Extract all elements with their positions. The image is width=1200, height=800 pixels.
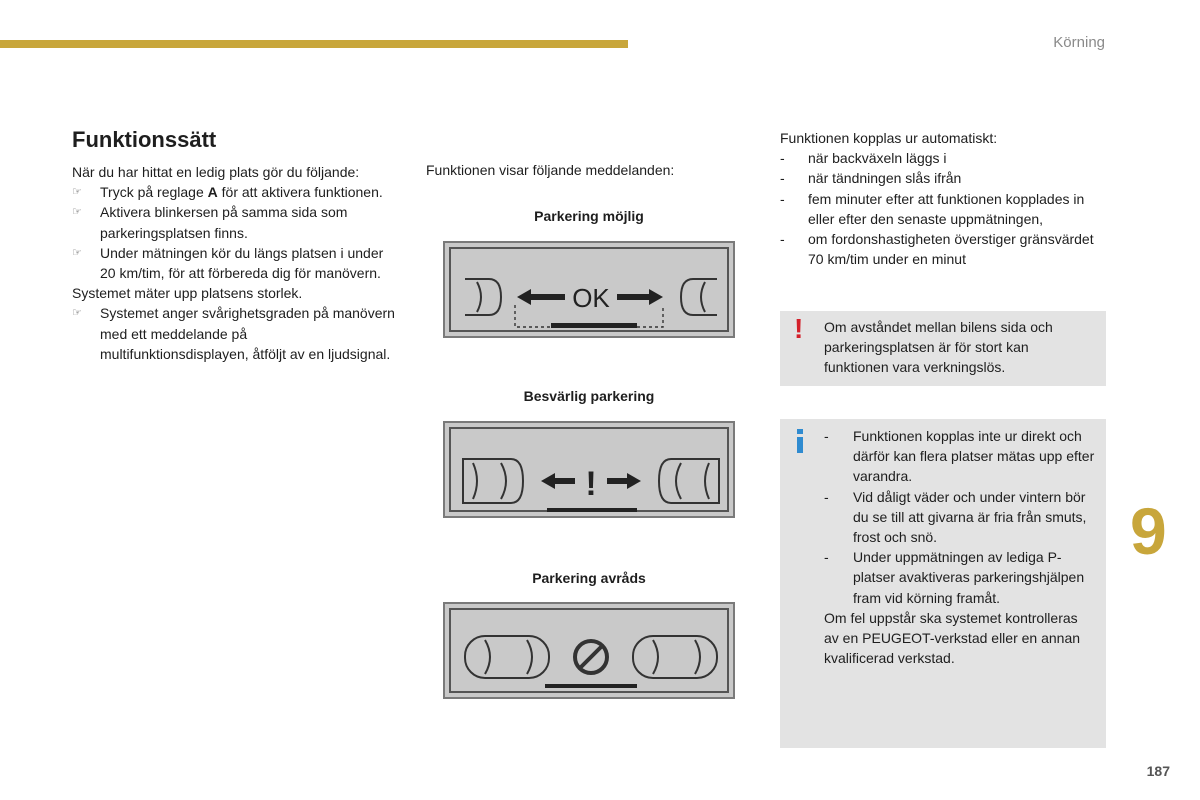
hand-pointer-icon: ☞ [72,186,82,199]
list-item: - när tändningen slås ifrån [780,170,962,187]
list-item: - om fordonshastigheten överstiger gränsvärdet 70 km/tim under en minut [780,231,1094,268]
info-box [780,419,1106,748]
header-accent-bar [0,40,628,48]
step-item [72,202,397,242]
auto-off-intro: Funktionen kopplas ur automatiskt: [780,130,998,146]
intro-text: När du har hittat en ledig plats gör du följande: [72,164,360,180]
display-panel-not-advised [443,602,735,699]
step-item [72,243,397,283]
page-number: 187 [1146,763,1170,779]
step-item [72,182,397,202]
list-item: - fem minuter efter att funktionen kopplades in eller efter den senaste uppmätningen, [780,190,1085,227]
section-heading: Funktionssätt [72,127,217,152]
display-panel-difficult [443,421,735,518]
info-icon [796,429,804,453]
list-item: - Vid dåligt väder och under vintern bör du se till att givarna är fria från smuts, frost och snö. [824,488,1087,546]
section-title: Körning [1053,34,1105,51]
exclamation-icon: ! [794,313,804,344]
list-item: - Under uppmätningen av lediga P-platser avaktiveras parkeringshjälpen fram vid körning framåt. [824,549,1085,606]
hand-pointer-icon: ☞ [72,246,82,259]
display-ok-text: OK [572,283,610,313]
list-item: - när backväxeln läggs i [780,150,947,167]
ok-arrows-icon [451,249,731,334]
info-text [824,426,1096,668]
step-text: Systemet anger svårighetsgraden på manövern med ett meddelande på multifunktionsdisplayen, åtföljt av en ljudsignal. [100,305,395,362]
step-text: Aktivera blinkersen på samma sida som parkeringsplatsen finns. [100,204,348,241]
chapter-number: 9 [1130,494,1167,568]
warning-text: Om avståndet mellan bilens sida och parkeringsplatsen är för stort kan funktionen vara verkningslös. [824,319,1053,376]
step-text: för att aktivera funktionen. [217,184,383,201]
step-text: Tryck på reglage [100,184,208,201]
measure-text: Systemet mäter upp platsens storlek. [72,285,303,302]
hand-pointer-icon: ☞ [72,307,82,320]
list-item: - Funktionen kopplas inte ur direkt och därför kan flera platser mätas upp efter varandra. [824,428,1095,485]
step-text: Under mätningen kör du längs platsen i under 20 km/tim, för att förbereda dig för manövern. [100,244,384,282]
panel-caption-difficult: Besvärlig parkering [523,388,655,404]
step-item [72,303,397,364]
operation-column [72,126,397,364]
display-exclamation-text: ! [585,465,597,503]
hand-pointer-icon: ☞ [72,206,82,219]
warning-box [780,311,1106,386]
messages-intro: Funktionen visar följande meddelanden: [426,162,675,178]
display-panel-possible [443,241,735,338]
button-key: A [207,184,218,201]
prohibited-icon [451,610,731,695]
panel-caption-not-advised: Parkering avråds [532,570,646,586]
exclamation-arrows-icon [451,429,731,514]
panel-caption-possible: Parkering möjlig [534,208,644,224]
auto-off-column [780,128,1110,269]
info-footer: Om fel uppstår ska systemet kontrolleras av en PEUGEOT-verkstad eller en annan kvalificerad verkstad. [824,609,1081,667]
